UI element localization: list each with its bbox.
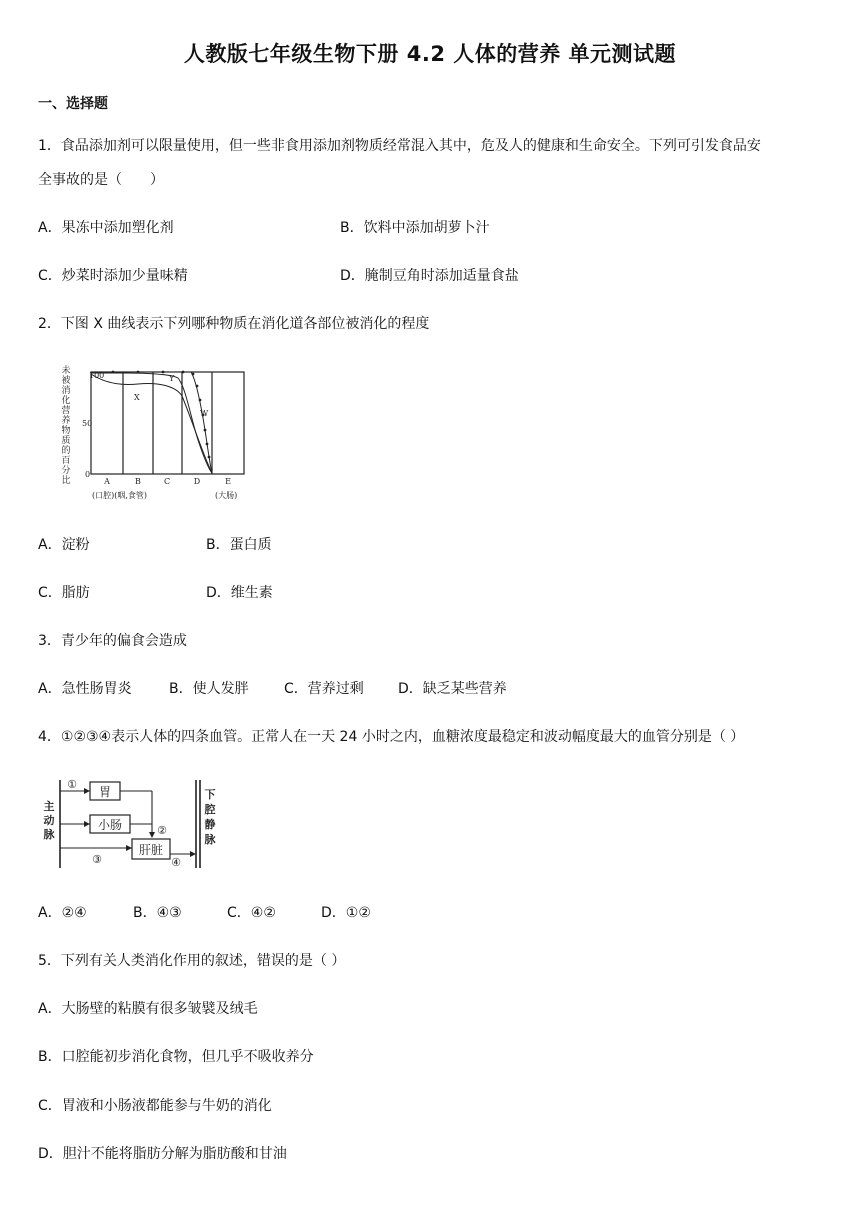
q5-option-c: C．胃液和小肠液都能参与牛奶的消化 xyxy=(38,1098,272,1114)
q2-option-b: B．蛋白质 xyxy=(206,537,272,553)
q4-option-c: C．④② xyxy=(227,905,276,921)
q1-stem-line1: 1．食品添加剂可以限量使用，但一些非食用添加剂物质经常混入其中，危及人的健康和生命安全。下列可引发食品安 xyxy=(38,138,761,154)
xcat-e: E xyxy=(225,477,231,486)
ylabel-char: 未 xyxy=(61,366,71,376)
q3-option-b: B．使人发胖 xyxy=(169,681,249,697)
q3-option-a: A．急性肠胃炎 xyxy=(38,681,132,697)
vessel-1-label: ① xyxy=(67,778,77,791)
svg-text:脉: 脉 xyxy=(204,833,216,846)
ylabel-char: 比 xyxy=(61,476,71,486)
xsub-mouth-pharynx: (口腔)(咽,食管) xyxy=(92,491,148,500)
blood-vessel-figure xyxy=(40,776,220,880)
q1-option-d: D．腌制豆角时添加适量食盐 xyxy=(340,268,519,284)
q1-option-b: B．饮料中添加胡萝卜汁 xyxy=(340,220,490,236)
svg-text:脉: 脉 xyxy=(43,828,55,841)
ylabel-char: 质 xyxy=(61,436,71,446)
curve-y xyxy=(91,373,212,473)
q5-option-b: B．口腔能初步消化食物，但几乎不吸收养分 xyxy=(38,1049,314,1065)
svg-text:下: 下 xyxy=(204,788,216,801)
ylabel-char: 分 xyxy=(61,466,71,476)
q4-option-b: B．④③ xyxy=(133,905,182,921)
q5-option-d: D．胆汁不能将脂肪分解为脂肪酸和甘油 xyxy=(38,1146,287,1162)
xcat-c: C xyxy=(163,477,171,486)
digestion-curve-figure xyxy=(58,360,258,509)
chart-frame xyxy=(91,372,244,474)
xsub-large-intestine: (大肠) xyxy=(215,491,238,500)
q4-option-d: D．①② xyxy=(321,905,371,921)
svg-text:主: 主 xyxy=(43,800,55,813)
ylabel-char: 百 xyxy=(61,456,71,466)
q1-stem-line2: 全事故的是（ ） xyxy=(38,172,164,188)
ylabel-char: 物 xyxy=(61,426,71,436)
vena-cava-label xyxy=(205,787,217,846)
curve-label-x: X xyxy=(134,393,140,402)
curve-label-y: Y xyxy=(169,374,175,383)
q4-stem: 4．①②③④表示人体的四条血管。正常人在一天 24 小时之内，血糖浓度最稳定和波动幅度最大的血管分别是（ ） xyxy=(38,729,745,745)
q5-stem: 5．下列有关人类消化作用的叙述，错误的是（ ） xyxy=(38,953,346,969)
q4-option-a: A．②④ xyxy=(38,905,87,921)
q2-option-d: D．维生素 xyxy=(206,585,273,601)
xcat-d: D xyxy=(193,477,201,486)
xcat-a: A xyxy=(104,477,110,486)
svg-text:腔: 腔 xyxy=(204,803,216,816)
y-axis-label xyxy=(61,364,70,486)
ytick-100: 100 xyxy=(89,371,105,380)
digestion-curve-svg xyxy=(58,360,258,505)
q3-option-d: D．缺乏某些营养 xyxy=(398,681,507,697)
q3-stem: 3．青少年的偏食会造成 xyxy=(38,633,187,649)
vessel-2-label: ② xyxy=(157,824,167,837)
page-title: 人教版七年级生物下册 4.2 人体的营养 单元测试题 xyxy=(183,42,677,66)
stomach-label: 胃 xyxy=(98,785,112,799)
ylabel-char: 营 xyxy=(61,406,71,416)
ylabel-char: 的 xyxy=(61,446,71,456)
ytick-0: 0 xyxy=(85,470,91,479)
vessel-3-label: ③ xyxy=(92,853,102,866)
q5-option-a: A．大肠壁的粘膜有很多皱襞及绒毛 xyxy=(38,1001,258,1017)
q3-option-c: C．营养过剩 xyxy=(284,681,364,697)
ylabel-char: 化 xyxy=(61,396,71,406)
ylabel-char: 被 xyxy=(61,376,71,386)
ytick-50: 50 xyxy=(82,419,93,428)
svg-text:静: 静 xyxy=(204,818,216,831)
aorta-label xyxy=(44,799,56,841)
curve-w xyxy=(91,372,212,473)
vessel-4-label: ④ xyxy=(171,856,181,869)
q1-option-a: A．果冻中添加塑化剂 xyxy=(38,220,174,236)
q1-option-c: C．炒菜时添加少量味精 xyxy=(38,268,188,284)
liver-label: 肝脏 xyxy=(138,843,164,857)
ylabel-char: 消 xyxy=(61,386,71,396)
section-heading: 一、选择题 xyxy=(38,96,108,112)
curve-x xyxy=(91,374,212,473)
svg-text:动: 动 xyxy=(43,814,55,827)
q2-option-c: C．脂肪 xyxy=(38,585,90,601)
small-intestine-label: 小肠 xyxy=(97,818,123,832)
blood-vessel-svg xyxy=(40,776,220,876)
q2-stem: 2．下图 X 曲线表示下列哪种物质在消化道各部位被消化的程度 xyxy=(38,316,430,332)
curve-label-w: W xyxy=(200,409,209,418)
xcat-b: B xyxy=(135,477,141,486)
q2-option-a: A．淀粉 xyxy=(38,537,90,553)
ylabel-char: 养 xyxy=(61,416,71,426)
